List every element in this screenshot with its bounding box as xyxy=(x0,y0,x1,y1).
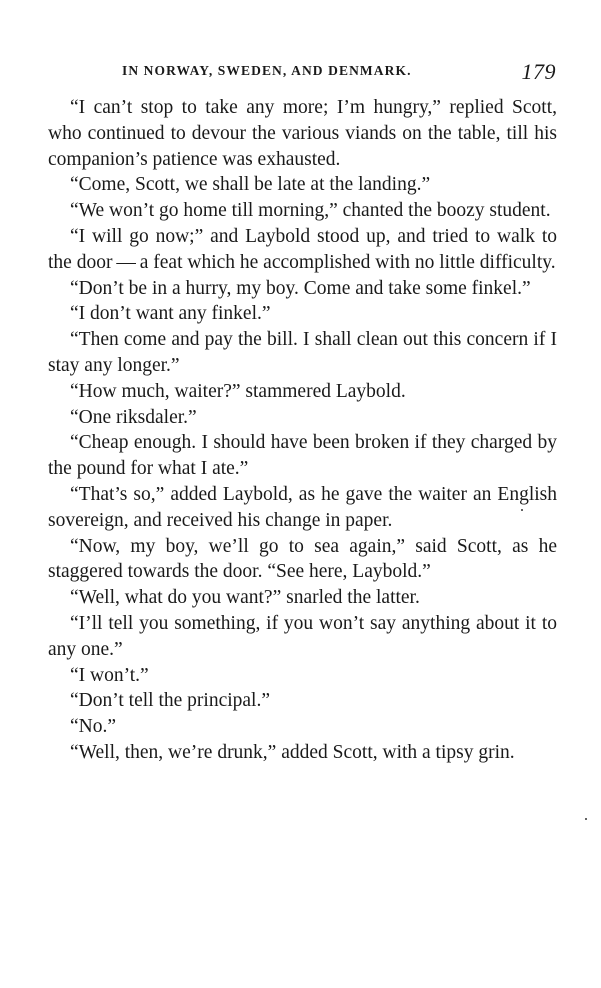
paragraph: “I won’t.” xyxy=(70,664,149,686)
paragraph: “I can’t stop to take any more; I’m hungry,” replied Scott, who continued to devour the various viands on the table, till his companion’s patience was exhausted. xyxy=(48,97,557,170)
paragraph: “We won’t go home till morning,” chanted the boozy student. xyxy=(70,200,551,222)
paragraph: “Well, then, we’re drunk,” added Scott, with a tipsy grin. xyxy=(70,741,515,763)
paragraph: “I’ll tell you something, if you won’t say anything about it to any one.” xyxy=(48,612,557,660)
paragraph: “Come, Scott, we shall be late at the landing.” xyxy=(70,174,431,196)
paragraph: “I don’t want any finkel.” xyxy=(70,303,271,325)
running-title: IN NORWAY, SWEDEN, AND DENMARK. xyxy=(122,63,412,78)
paragraph: “Now, my boy, we’ll go to sea again,” said Scott, as he staggered towards the door. “See here, Laybold.” xyxy=(48,535,557,583)
body-text xyxy=(48,95,557,766)
paragraph: “No.” xyxy=(70,716,117,738)
paragraph: “One riksdaler.” xyxy=(70,406,197,428)
paragraph: “How much, waiter?” stammered Laybold. xyxy=(70,380,406,402)
scan-speck xyxy=(585,818,587,820)
page-number: 179 xyxy=(521,59,556,84)
paragraph: “Don’t be in a hurry, my boy. Come and take some finkel.” xyxy=(70,277,531,299)
paragraph: “Don’t tell the principal.” xyxy=(70,690,270,712)
paragraph: “Cheap enough. I should have been broken if they charged by the pound for what I ate.” xyxy=(48,432,557,480)
running-head xyxy=(50,60,558,84)
paragraph: “I will go now;” and Laybold stood up, and tried to walk to the door — a feat which he accomplished with no little difficulty. xyxy=(48,225,557,273)
paragraph: “That’s so,” added Laybold, as he gave the waiter an English sovereign, and received his change in paper. xyxy=(48,483,557,531)
paragraph: “Well, what do you want?” snarled the latter. xyxy=(70,587,420,609)
scan-speck xyxy=(521,509,523,511)
paragraph: “Then come and pay the bill. I shall clean out this concern if I stay any longer.” xyxy=(48,329,557,376)
